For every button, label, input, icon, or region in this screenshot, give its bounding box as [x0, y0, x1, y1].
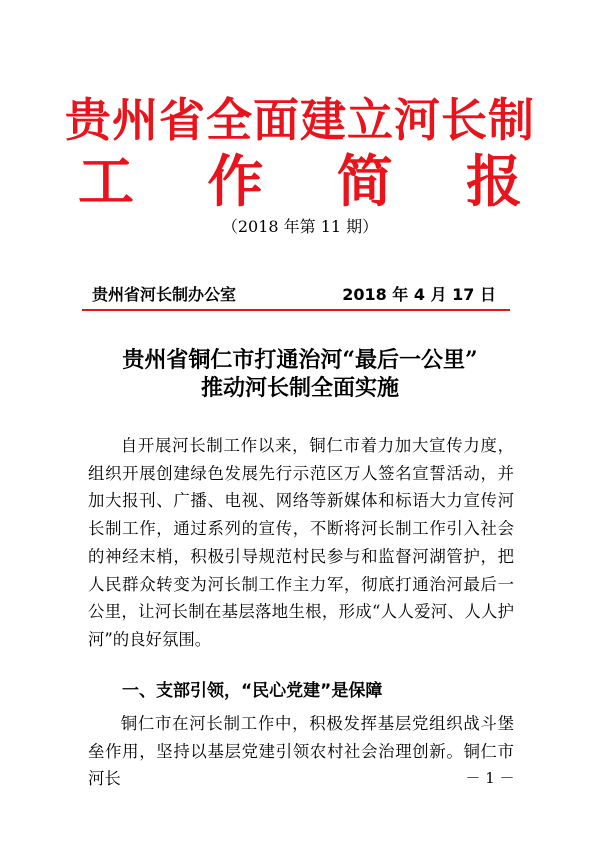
article-title-line: 推动河长制全面实施 — [200, 375, 399, 401]
subtitle-char: 工 — [78, 149, 134, 215]
article-body — [88, 432, 514, 654]
subtitle-char: 简 — [336, 149, 393, 215]
paragraph: 铜仁市在河长制工作中，积极发挥基层党组织战斗堡垒作用，坚持以基层党建引领农村社会治理创新。铜仁市河长 — [88, 714, 514, 789]
issue-number: （2018 年第 11 期） — [221, 217, 379, 236]
masthead-subtitle — [78, 150, 522, 214]
issue-date: 2018 年 4 月 17 日 — [342, 285, 496, 304]
issuing-office: 贵州省河长制办公室 — [92, 285, 237, 304]
masthead-title: 贵州省全面建立河长制 — [65, 93, 535, 147]
red-divider — [82, 309, 510, 311]
paragraph: 自开展河长制工作以来，铜仁市着力加大宣传力度，组织开展创建绿色发展先行示范区万人签名宣誓活动，并加大报刊、广播、电视、网络等新媒体和标语大力宣传河长制工作，通过系列的宣传，不断将河长制工作引入社会的神经末梢，积极引导规范村民参与和监督河湖管护，把人民群众转变为河长制工作主力军，彻底打通治河最后一公里，让河长制在基层落地生根，形成“人人爱河、人人护河”的良好氛围。 — [88, 436, 514, 649]
article-body-continued — [88, 710, 514, 793]
subtitle-char: 报 — [465, 149, 522, 215]
subtitle-char: 作 — [207, 149, 264, 215]
meta-row — [92, 284, 496, 306]
section-heading: 一、支部引领，“民心党建”是保障 — [122, 681, 383, 701]
article-title — [0, 346, 600, 402]
article-title-line: 贵州省铜仁市打通治河“最后一公里” — [122, 347, 478, 373]
page-number: － 1 － — [465, 769, 515, 787]
